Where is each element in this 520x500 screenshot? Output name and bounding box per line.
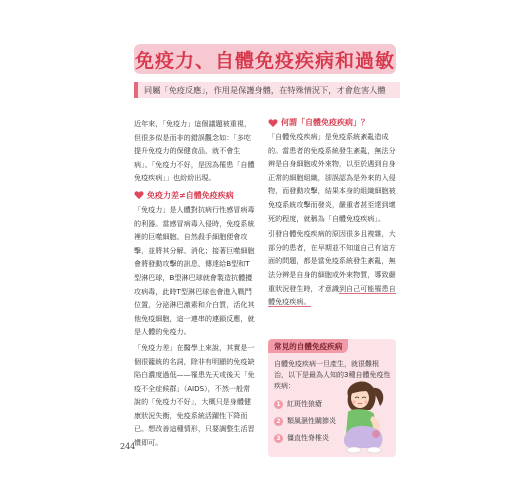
page-subtitle: 同屬「免疫反應」，作用是保護身體，在特殊情況下，才會危害人體 — [144, 84, 386, 95]
title-banner — [134, 44, 396, 74]
number-badge: 3 — [274, 434, 283, 443]
page-title: 免疫力、自體免疫疾病和過敏 — [134, 49, 395, 72]
list-item-label: 紅斑性狼瘡 — [287, 400, 322, 408]
autoimmune-info-box — [268, 339, 396, 457]
section2-paragraph-2 — [268, 227, 396, 309]
girl-holding-knee-illustration — [334, 378, 396, 456]
section2-paragraph-1: 「自體免疫疾病」是免疫系統紊亂造成的。當患者的免疫系統發生紊亂，無法分辨是自身細胞或外來物，以至於遇到自身正常的細胞組織，卻誤認為是外來的入侵物，而發動攻擊，結果本身的組織細胞被免疫系統攻擊而發炎，嚴重者甚至達到壞死的程度，就稱為「自體免疫疾病」。 — [268, 132, 396, 223]
section1-paragraph-1: 「免疫力」是人體對抗病行性感冒病毒的利器。當感冒病毒入侵時，免疫系統裡的巨噬細胞、自然殺手細胞便會攻擊，並將其分解、消化；接著巨噬細胞會將發動攻擊的訊息，傳達給B型和T型淋巴球，B型淋巴球就會製造抗體擾攻病毒，此時T型淋巴球也會進入戰鬥位置，分泌淋巴激素和介白質，活化其他免疫細胞，這一連串的連鎖反應，就是人體的免疫力。 — [134, 204, 255, 337]
section1-paragraph-2: 「免疫力差」在醫學上來說，其實是一個很籠統的名詞，除非有明顯的免疫缺陷白濃度過低——罹患先天或後天「免疫不全症候群」（AIDS），不然一般常說的「免疫力不好」，大概只是身體健康狀況失衡，免疫系統活躍性下降而已。想改善這種情形，只要調整生活習慣即可。 — [134, 342, 255, 448]
section2-paragraph-2-text: 引發自體免疫疾病的原因很多且複雜，大部分的患者，在早期並不知道自己有這方面的問題，都是當免疫系統發生紊亂，無法分辨是自身的細胞或外來物質，導致嚴重狀況發生時，才意識 — [268, 229, 396, 293]
section-heading-autoimmune — [268, 117, 396, 128]
heart-icon — [268, 118, 278, 128]
section-heading-immunity — [134, 190, 256, 201]
number-badge: 1 — [274, 400, 283, 409]
page-number: 244 — [120, 442, 136, 451]
info-box-intro: 自體免疫疾病一旦產生，就很難根治，以下是最為人知的3種自體免疫性疾病： — [274, 360, 391, 390]
intro-paragraph: 近年來，「免疫力」這個議題被重視，但很多似是而非的錯誤觀念如：「多吃提升免疫力的保健食品，就不會生病」、「免疫力不好，是因為罹患「自體免疫疾病」」也紛紛出現。 — [134, 119, 255, 183]
section-heading-text: 免疫力差≠自體免疫疾病 — [147, 190, 234, 200]
right-column — [268, 117, 396, 309]
heart-icon — [134, 190, 144, 200]
left-column — [134, 117, 256, 450]
list-item-label: 僵直性脊椎炎 — [287, 434, 329, 442]
list-item-label: 類風濕性關節炎 — [287, 417, 336, 425]
highlighted-text: 到自己可能罹患自體免疫疾病。 — [268, 283, 396, 307]
info-box-heading: 常見的自體免疫疾病 — [268, 339, 348, 353]
subtitle-bar — [134, 82, 400, 98]
section-heading-text: 何謂「自體免疫疾病」？ — [281, 118, 369, 127]
number-badge: 2 — [274, 417, 283, 426]
